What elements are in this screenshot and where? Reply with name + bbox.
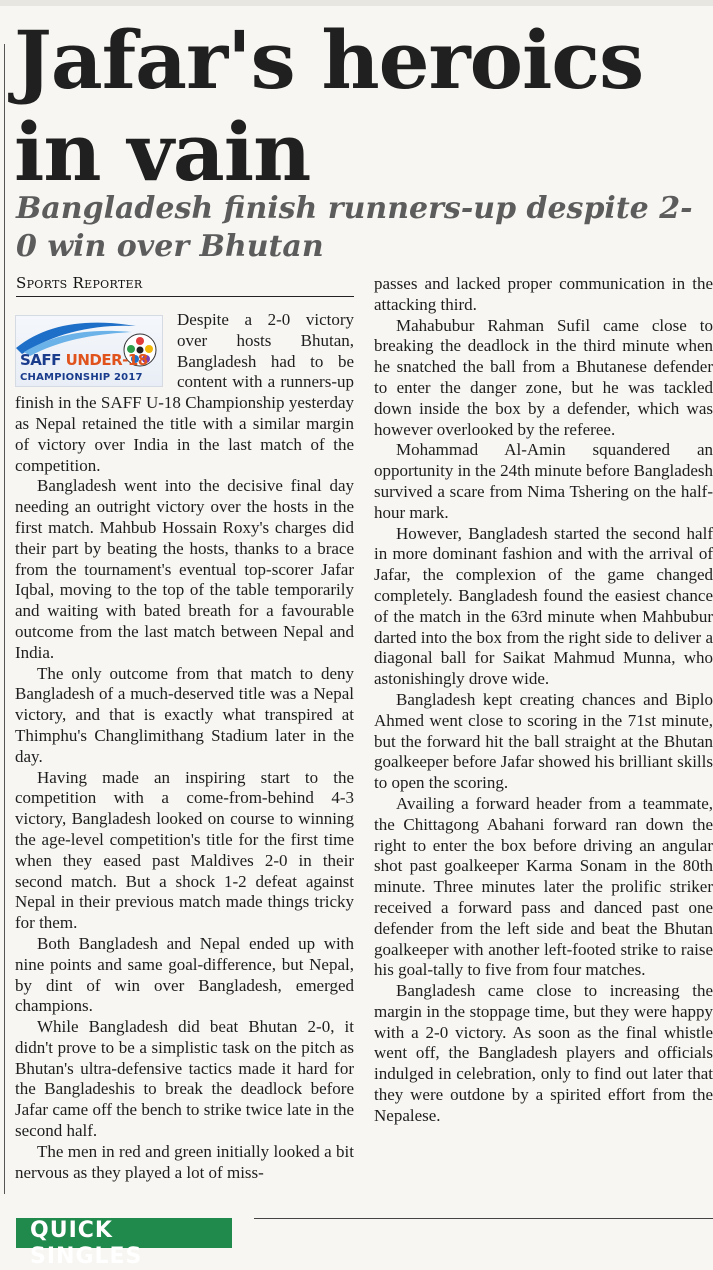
top-strip [0,0,713,6]
paragraph: The men in red and green initially looked a bit nervous as they played a lot of miss- [15,1141,354,1182]
article-column-2 [374,274,713,1127]
paragraph: Having made an inspiring start to the competition with a come-from-behind 4-3 victory, Bangladesh looked on course to winning the age-level competition's title for the first time when they eased past Maldives 2-0 in their second match. But a shock 1-2 defeat against Nepal in their previous match made things tricky for them. [15,767,354,933]
paragraph: However, Bangladesh started the second half in more dominant fashion and with the arrival of Jafar, the complexion of the game changed completely. Bangladesh found the easiest chance of the match in the 63rd minute when Mahbubur darted into the box from the right side to deliver a diagonal ball for Saikat Mahmud Munna, who astonishingly drove wide. [374,523,713,689]
saff-championship-logo [15,315,163,387]
paragraph: Mohammad Al-Amin squandered an opportunity in the 24th minute before Bangladesh survived a scare from Nima Tshering on the half-hour mark. [374,440,713,522]
quick-singles-banner: QUICK SINGLES [16,1218,232,1248]
headline: Jafar's heroics in vain [14,13,644,199]
logo-under18: UNDER-18 [65,351,148,369]
paragraph: Despite a 2-0 victory over hosts Bhutan, Bangladesh had to be content with a runners-up finish in the SAFF U-18 Championship yesterday as Nepal retained the title with a similar margin of victory over India in the last match of the competition. [15,310,354,475]
byline: Sports Reporter [16,274,354,297]
paragraph: While Bangladesh did beat Bhutan 2-0, it didn't prove to be a simplistic task on the pitch as Bhutan's ultra-defensive tactics made it hard for the Bangladeshis to break the deadlock before Jafar came off the bench to strike twice late in the second half. [15,1017,354,1141]
subheadline: Bangladesh finish runners-up despite 2-0 win over Bhutan [16,191,693,264]
paragraph: The only outcome from that match to deny Bangladesh of a much-deserved title was a Nepal victory, and that is exactly what transpired at Thimphu's Changlimithang Stadium later in the day. [15,663,354,766]
paragraph: Mahabubur Rahman Sufil came close to breaking the deadlock in the third minute when he snatched the ball from a Bhutanese defender to enter the danger zone, but he was tackled down inside the box by a defender, which was however overlooked by the referee. [374,315,713,439]
left-column-rule [4,44,5,1194]
logo-subtitle: CHAMPIONSHIP 2017 [20,372,143,383]
paragraph: Bangladesh kept creating chances and Biplo Ahmed went close to scoring in the 71st minute, but the forward hit the ball straight at the Bhutan goalkeeper before Jafar showed his brilliant skills to open the scoring. [374,689,713,793]
logo-saff: SAFF [20,351,61,369]
paragraph: Both Bangladesh and Nepal ended up with nine points and same goal-difference, but Nepal, by dint of win over Bangladesh, emerged champions. [15,933,354,1016]
paragraph: passes and lacked proper communication in the attacking third. [374,274,713,314]
quick-singles-rule [254,1218,713,1219]
article-column-1 [15,310,354,1183]
paragraph: Availing a forward header from a teammate, the Chittagong Abahani forward ran down the right to enter the box before driving an angular shot past goalkeeper Karma Sonam in the 80th minute. Three minutes later the prolific striker received a forward pass and danced past one defender from the left side and beat the Bhutan goalkeeper with another left-footed strike to raise his goal-tally to five from four matches. [374,793,713,980]
paragraph: Bangladesh went into the decisive final day needing an outright victory over the hosts in the first match. Mahbub Hossain Roxy's charges did their part by beating the hosts, thanks to a brace from the tournament's eventual top-scorer Jafar Iqbal, moving to the top of the table temporarily and waiting with bated breath for a favourable outcome from the last match between Nepal and India. [15,476,354,662]
paragraph: Bangladesh came close to increasing the margin in the stoppage time, but they were happy with a 2-0 victory. As soon as the final whistle went off, the Bangladesh players and officials indulged in celebration, only to find out later that they were outdone by a spirited effort from the Nepalese. [374,981,713,1125]
